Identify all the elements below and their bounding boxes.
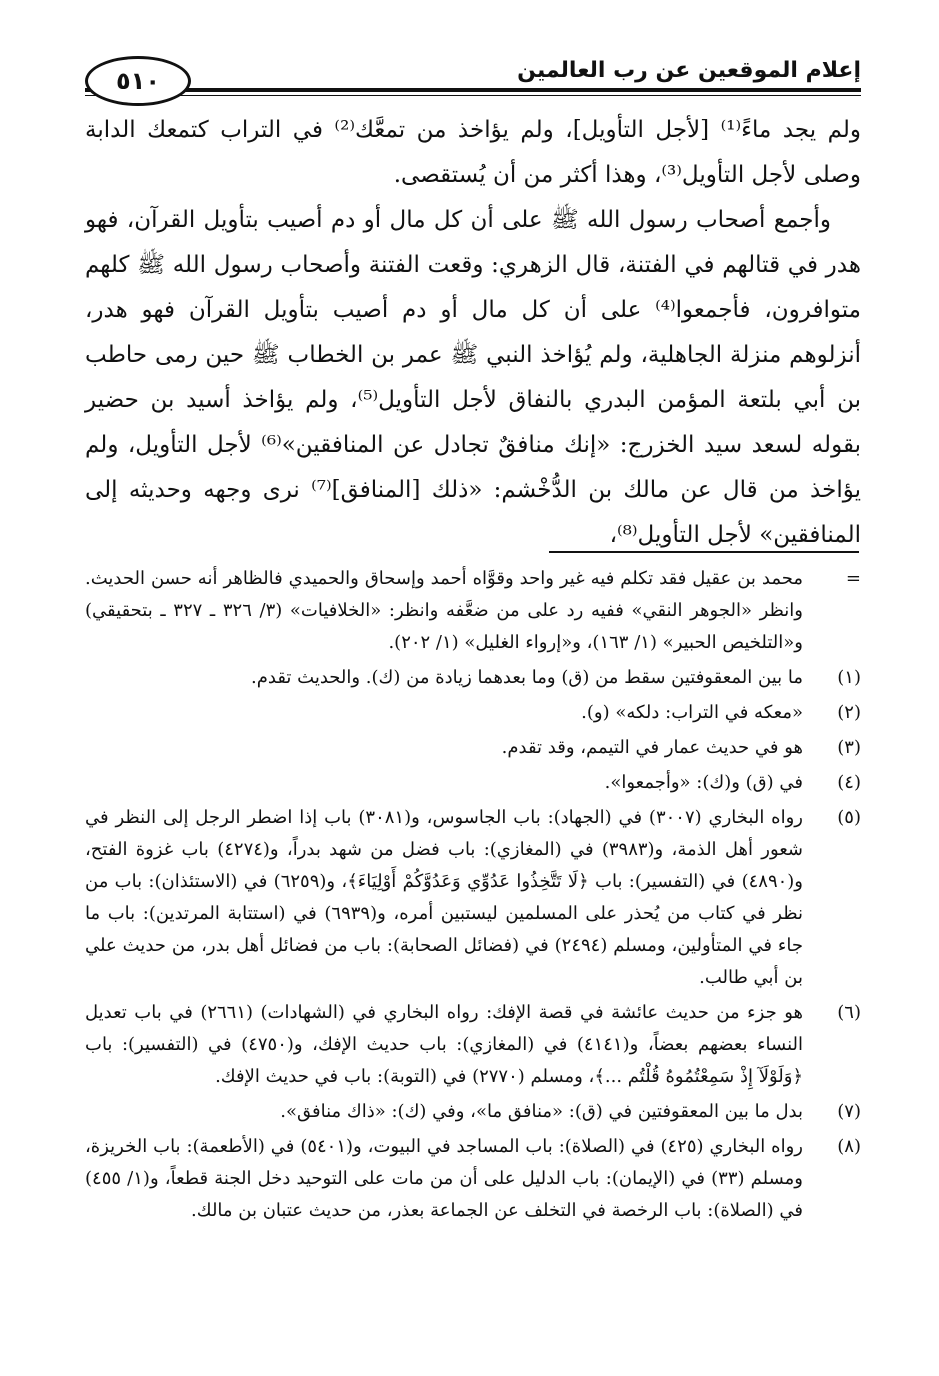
footnote-text: هو جزء من حديث عائشة في قصة الإفك: رواه البخاري في (الشهادات) (٢٦٦١) في باب تعديل النساء بعضهم بعضاً، و(٤١٤١) في (المغازي): باب حديث الإفك، و(٤٧٥٠) في (التفسير): باب ﴿وَلَوْلَآ إِذْ سَمِعْتُمُوهُ قُلْتُم ...﴾، ومسلم (٢٧٧٠) في (التوبة): باب في حديث الإفك. <box>85 1002 803 1087</box>
footnote-text: في (ق) و(ك): «وأجمعوا». <box>604 772 803 793</box>
footnotes <box>85 563 861 1230</box>
footnote-number: (١) <box>837 667 861 688</box>
footnote-text: بدل ما بين المعقوفتين في (ق): «منافق ما»، وفي (ك): «ذاك منافق». <box>280 1101 803 1122</box>
footnote-text: هو في حديث عمار في التيمم، وقد تقدم. <box>501 737 803 758</box>
paragraph-1: ولم يجد ماءً⁽¹⁾ [لأجل التأويل]، ولم يؤاخذ من تمعَّك⁽²⁾ في التراب كتمعك الدابة وصلى لأجل التأويل⁽³⁾، وهذا أكثر من أن يُستقصى. <box>85 117 862 188</box>
footnote-number: = <box>845 568 861 589</box>
footnote-number: (٣) <box>837 737 861 758</box>
page-header <box>85 40 861 96</box>
paragraph-2: وأجمع أصحاب رسول الله ﷺ على أن كل مال أو دم أصيب بتأويل القرآن، فهو هدر في قتالهم في الفتنة، قال الزهري: وقعت الفتنة وأصحاب رسول الله ﷺ كلهم متوافرون، فأجمعوا⁽⁴⁾ على أن كل مال أو دم أصيب بتأويل القرآن فهو هدر، أنزلوهم منزلة الجاهلية، ولم يُؤاخذ النبي ﷺ عمر بن الخطاب ﷺ حين رمى حاطب بن أبي بلتعة المؤمن البدري بالنفاق لأجل التأويل⁽⁵⁾، ولم يؤاخذ أسيد بن حضير بقوله لسعد سيد الخزرج: «إنك منافقٌ تجادل عن المنافقين»⁽⁶⁾ لأجل التأويل، ولم يؤاخذ من قال عن مالك بن الدُّخْشم: «ذلك [المنافق]⁽⁷⁾ نرى وجهه وحديثه إلى المنافقين» لأجل التأويل⁽⁸⁾، <box>85 207 862 548</box>
footnote-number: (٧) <box>837 1101 861 1122</box>
footnote-text: رواه البخاري (٣٠٠٧) في (الجهاد): باب الجاسوس، و(٣٠٨١) باب إذا اضطر الرجل إلى النظر في شعور أهل الذمة، و(٣٩٨٣) في (المغازي): باب فضل من شهد بدراً، و(٤٢٧٤) باب غزوة الفتح، و(٤٨٩٠) في (التفسير): باب ﴿لَا تَتَّخِذُوا عَدُوِّي وَعَدُوَّكُمْ أَوْلِيَاءَ﴾، و(٦٢٥٩) في (الاستئذان): باب من نظر في كتاب من يُحذر على المسلمين ليستبين أمره، و(٦٩٣٩) في (استتابة المرتدين): باب ما جاء في المتأولين، ومسلم (٢٤٩٤) في (فضائل الصحابة): باب من فضائل أهل بدر، من حديث علي بن أبي طالب. <box>85 807 804 988</box>
page-number: ٥١٠ <box>85 56 191 106</box>
footnote-separator <box>549 551 859 553</box>
footnote-8 <box>85 1131 861 1227</box>
footnote-6 <box>85 997 861 1093</box>
header-rule-thick <box>85 88 861 92</box>
footnote-number: (٢) <box>837 702 861 723</box>
footnote-text: محمد بن عقيل فقد تكلم فيه غير واحد وقوَّاه أحمد وإسحاق والحميدي فالظاهر أنه حسن الحديث. وانظر «الجوهر النقي» ففيه رد على من ضعَّفه وانظر: «الخلافيات» (٣/ ٣٢٦ ـ ٣٢٧ ـ بتحقيقي) و«التلخيص الحبير» (١/ ١٦٣)، و«إرواء الغليل» (١/ ٢٠٢). <box>85 568 803 653</box>
footnote-text: «معكه في التراب: دلكه» (و). <box>581 702 803 723</box>
book-title: إعلام الموقعين عن رب العالمين <box>517 58 861 83</box>
footnote-5 <box>85 802 861 994</box>
footnote-7 <box>85 1096 861 1128</box>
footnote-number: (٥) <box>837 807 861 828</box>
footnote-number: (٦) <box>837 1002 861 1023</box>
footnote-2 <box>85 697 861 729</box>
footnote-1 <box>85 662 861 694</box>
main-text <box>85 108 861 558</box>
footnote-text: ما بين المعقوفتين سقط من (ق) وما بعدهما زيادة من (ك). والحديث تقدم. <box>251 667 803 688</box>
header-rule-thin <box>85 95 861 96</box>
footnote-text: رواه البخاري (٤٢٥) في (الصلاة): باب المساجد في البيوت، و(٥٤٠١) في (الأطعمة): باب الخريزة، ومسلم (٣٣) في (الإيمان): باب الدليل على أن من مات على التوحيد دخل الجنة قطعاً، و(١/ ٤٥٥) في (الصلاة): باب الرخصة في التخلف عن الجماعة بعذر، من حديث عتبان بن مالك. <box>85 1136 803 1221</box>
footnote-continued <box>85 563 861 659</box>
footnote-3 <box>85 732 861 764</box>
footnote-number: (٤) <box>837 772 861 793</box>
footnote-4 <box>85 767 861 799</box>
footnote-number: (٨) <box>837 1136 861 1157</box>
